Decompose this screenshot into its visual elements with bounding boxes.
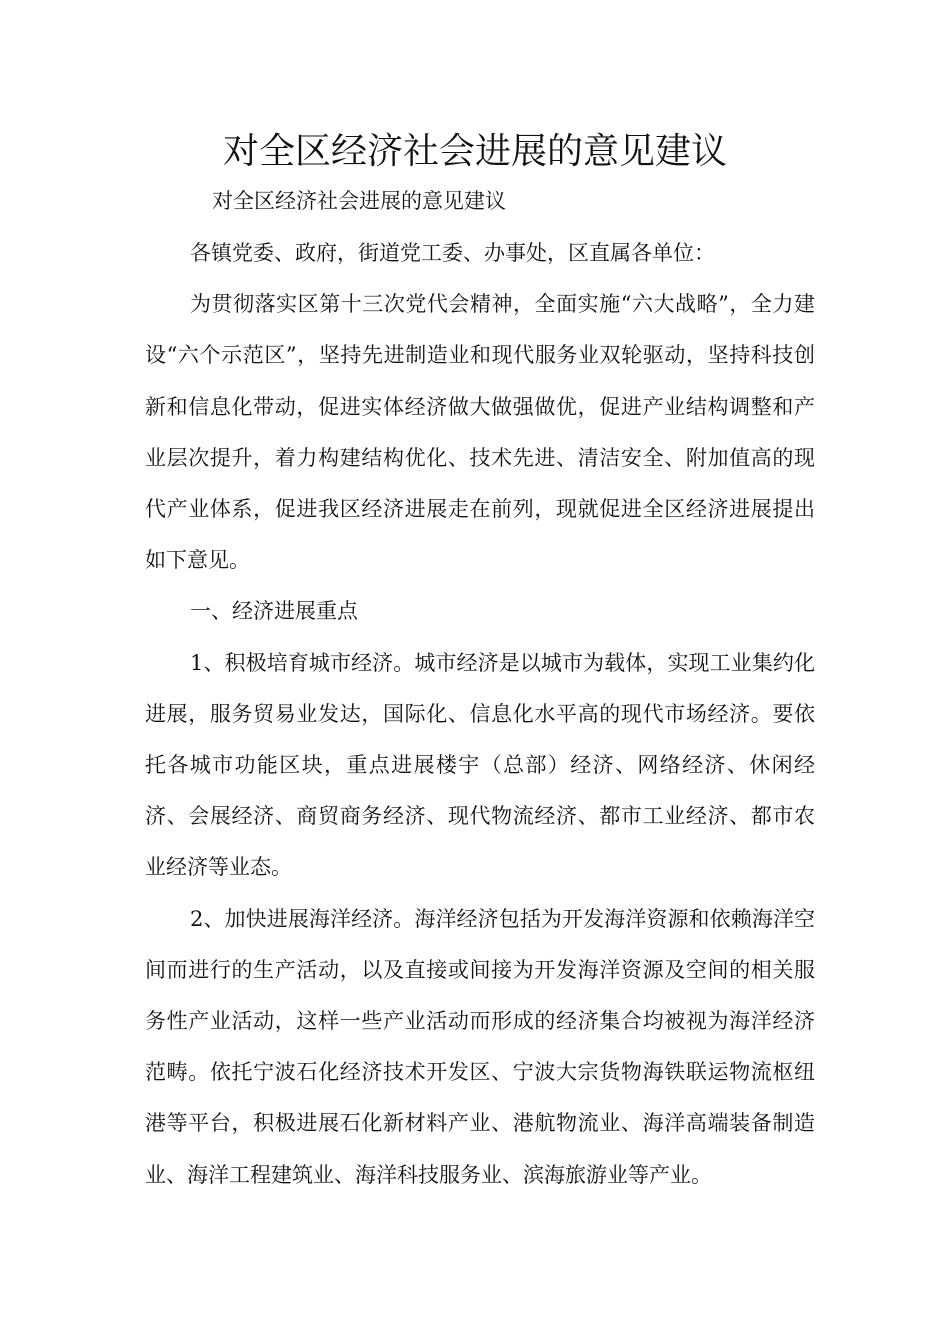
addressee-line: 各镇党委、政府，街道党工委、办事处，区直属各单位： <box>190 241 715 265</box>
paragraph-marine-economy: 2、加快进展海洋经济。海洋经济包括为开发海洋资源和依赖海洋空间而进行的生产活动，以及直接或间接为开发海洋资源及空间的相关服务性产业活动，这样一些产业活动而形成的经济集合均被视为海洋经济范畴。依托宁波石化经济技术开发区、宁波大宗货物海铁联运物流枢纽港等平台，积极进展石化新材料产业、港航物流业、海洋高端装备制造业、海洋工程建筑业、海洋科技服务业、滨海旅游业等产业。 <box>145 906 815 1187</box>
paragraph-intro: 为贯彻落实区第十三次党代会精神，全面实施“六大战略”，全力建设“六个示范区”，坚持先进制造业和现代服务业双轮驱动，坚持科技创新和信息化带动，促进实体经济做大做强做优，促进产业结构调整和产业层次提升，着力构建结构优化、技术先进、清洁安全、附加值高的现代产业体系，促进我区经济进展走在前列，现就促进全区经济进展提出如下意见。 <box>145 292 815 573</box>
section-heading: 一、经济进展重点 <box>190 599 358 624</box>
paragraph-urban-economy: 1、积极培育城市经济。城市经济是以城市为载体，实现工业集约化进展，服务贸易业发达，国际化、信息化水平高的现代市场经济。要依托各城市功能区块，重点进展楼宇（总部）经济、网络经济、休闲经济、会展经济、商贸商务经济、现代物流经济、都市工业经济、都市农业经济等业态。 <box>145 650 815 880</box>
document-title: 对全区经济社会进展的意见建议 <box>222 131 727 172</box>
document-body <box>145 228 815 1201</box>
document-subtitle: 对全区经济社会进展的意见建议 <box>212 189 506 213</box>
